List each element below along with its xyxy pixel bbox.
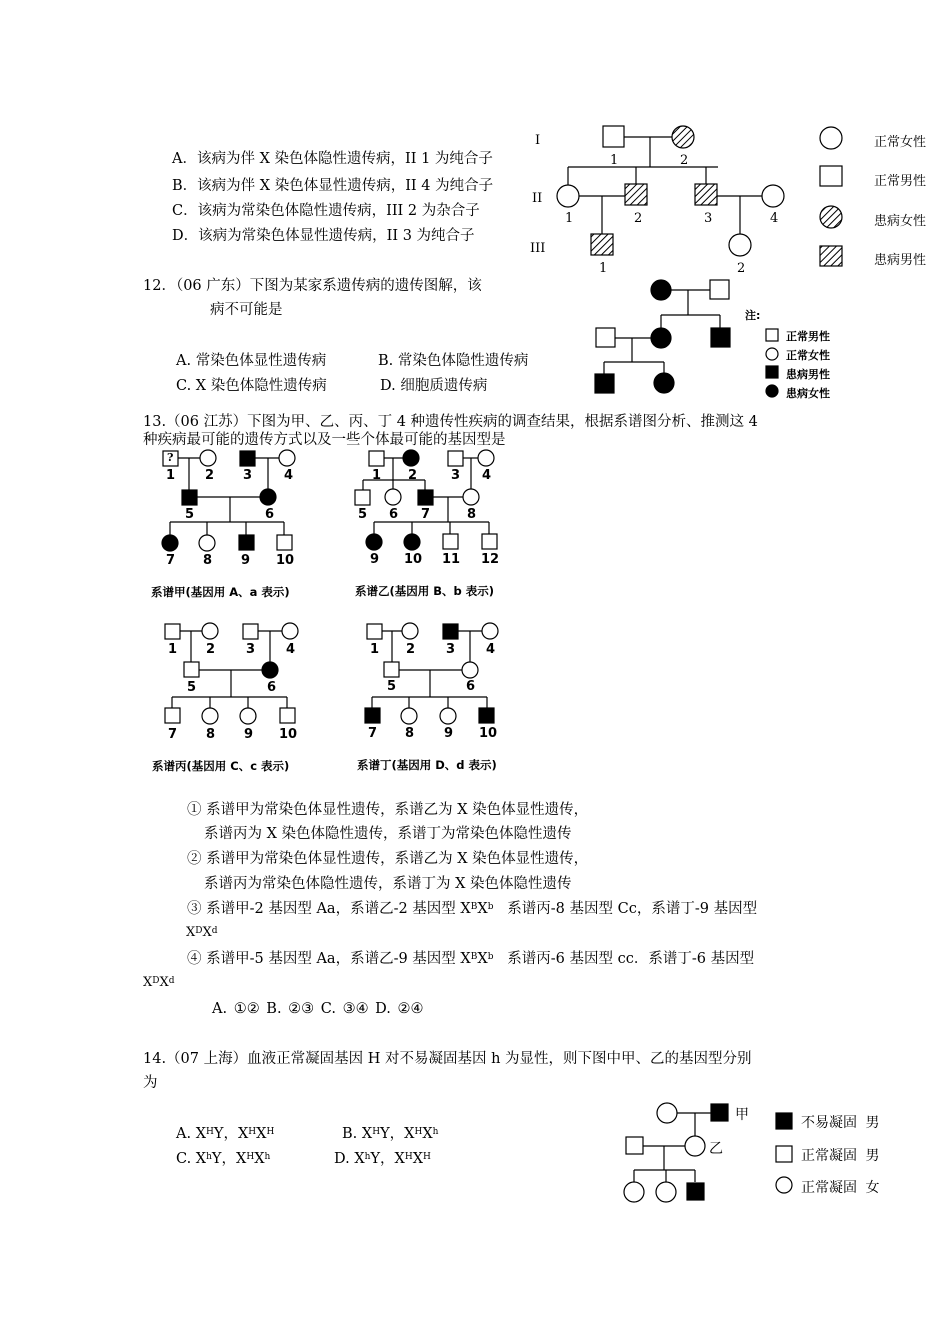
q12-option-b: B. 常染色体隐性遗传病 — [378, 353, 529, 369]
legend-affected-male: 患病男性 — [874, 253, 927, 268]
q13-statement-3: ③ 系谱甲-2 基因型 Aa，系谱乙-2 基因型 $X^BX^b$ 系谱丙-8 基因型 Cc，系谱丁-9 基因型 — [187, 901, 758, 917]
num: 1 — [565, 211, 574, 226]
q11-option-a: A．该病为伴 X 染色体隐性遗传病，II 1 为纯合子 — [172, 151, 493, 167]
q14-option-c: C. $X^hY$，$X^HX^h$ — [176, 1151, 271, 1167]
q12-legend-normal-male: 正常男性 — [786, 330, 830, 343]
gen-label-III: III — [530, 241, 546, 256]
q13-statement-4-cont: $X^DX^d$ — [143, 975, 175, 990]
q13-statement-2b: 系谱丙为常染色体隐性遗传，系谱丁为 X 染色体隐性遗传 — [204, 876, 572, 892]
num: 1 — [610, 153, 619, 168]
q13-question-mark: ? — [167, 451, 174, 464]
q13-statement-4: ④ 系谱甲-5 基因型 Aa，系谱乙-9 基因型 $X^BX^b$ 系谱丙-6 基因型 cc．系谱丁-6 基因型 — [187, 951, 755, 967]
q12-option-d: D. 细胞质遗传病 — [380, 378, 488, 394]
q13-stem-2: 种疾病最可能的遗传方式以及一些个体最可能的基因型是 — [143, 432, 506, 448]
q14-label-jia: 甲 — [735, 1107, 749, 1123]
caption-ding: 系谱丁(基因用 D、d 表示) — [357, 758, 497, 772]
q12-note-title: 注: — [745, 309, 761, 322]
gen-label-I: I — [535, 133, 541, 148]
q12-legend-affected-female: 患病女性 — [786, 387, 830, 400]
q12-option-a: A. 常染色体显性遗传病 — [176, 353, 327, 369]
num: 2 — [680, 153, 689, 168]
q14-stem: 14.（07 上海）血液正常凝固基因 H 对不易凝固基因 h 为显性，则下图中甲、乙的基因型分别 — [143, 1051, 752, 1067]
q14-legend-abnormal-male: 不易凝固 男 — [801, 1115, 880, 1131]
gen-label-II: II — [532, 191, 543, 206]
q11-option-b: B．该病为伴 X 染色体显性遗传病，II 4 为纯合子 — [172, 178, 494, 194]
q13-statement-2a: ② 系谱甲为常染色体显性遗传，系谱乙为 X 染色体显性遗传， — [187, 851, 589, 867]
q14-label-yi: 乙 — [709, 1141, 723, 1157]
q13-statement-1b: 系谱丙为 X 染色体隐性遗传，系谱丁为常染色体隐性遗传 — [204, 826, 572, 842]
q12-stem-2: 病不可能是 — [210, 302, 283, 318]
num: 2 — [634, 211, 643, 226]
q14-stem-2: 为 — [143, 1075, 158, 1091]
caption-bing: 系谱丙(基因用 C、c 表示) — [152, 759, 290, 773]
q12-stem: 12．（06 广东）下图为某家系遗传病的遗传图解，该 — [143, 278, 482, 294]
caption-jia: 系谱甲(基因用 A、a 表示) — [151, 585, 290, 599]
q14-option-d: D. $X^hY$，$X^HX^H$ — [334, 1151, 431, 1167]
num: 2 — [737, 261, 746, 276]
num: 4 — [770, 211, 779, 226]
q14-option-a: A. $X^HY$，$X^HX^H$ — [176, 1126, 275, 1142]
q14-option-b: B. $X^HY$，$X^HX^h$ — [342, 1126, 439, 1142]
q12-option-c: C. X 染色体隐性遗传病 — [176, 378, 327, 394]
q11-option-d: D．该病为常染色体显性遗传病，II 3 为纯合子 — [172, 228, 475, 244]
q13-statement-1a: ① 系谱甲为常染色体显性遗传，系谱乙为 X 染色体显性遗传， — [187, 802, 589, 818]
legend-normal-male: 正常男性 — [874, 174, 927, 189]
q13-statement-3-cont: $X^DX^d$ — [186, 925, 218, 940]
q12-legend-normal-female: 正常女性 — [786, 349, 830, 362]
caption-yi: 系谱乙(基因用 B、b 表示) — [355, 584, 495, 598]
num: 1 — [599, 261, 608, 276]
num: 3 — [704, 211, 713, 226]
q14-legend-normal-female: 正常凝固 女 — [801, 1180, 880, 1196]
q11-option-c: C．该病为常染色体隐性遗传病，III 2 为杂合子 — [172, 203, 480, 219]
q12-legend-affected-male: 患病男性 — [786, 368, 830, 381]
q14-legend-normal-male: 正常凝固 男 — [801, 1148, 880, 1164]
q13-answer-options: A. ①② B. ②③ C. ③④ D. ②④ — [212, 1001, 424, 1017]
q13-stem: 13.（06 江苏）下图为甲、乙、丙、丁 4 种遗传性疾病的调查结果，根据系谱图分析、推测这 4 — [143, 414, 758, 430]
legend-normal-female: 正常女性 — [874, 135, 927, 150]
legend-affected-female: 患病女性 — [874, 214, 927, 229]
